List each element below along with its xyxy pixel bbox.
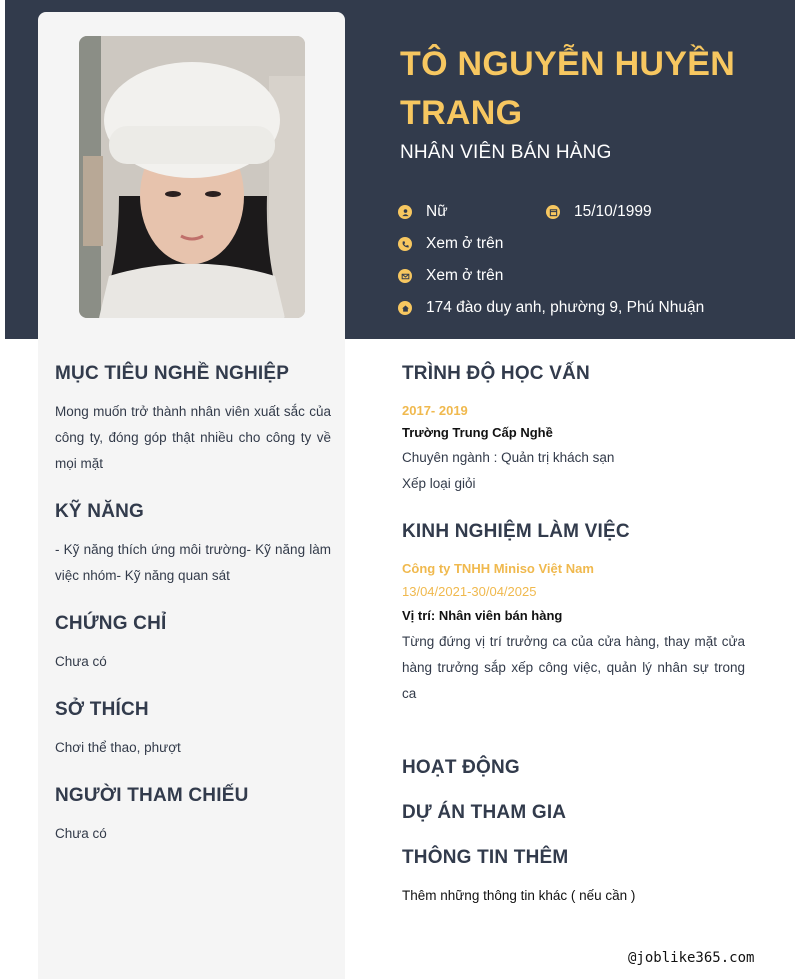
hobbies-title: SỞ THÍCH xyxy=(55,699,149,720)
additional-text: Thêm những thông tin khác ( nếu cần ) xyxy=(402,888,636,903)
calendar-icon xyxy=(546,205,560,219)
birthdate-value: 15/10/1999 xyxy=(574,203,652,220)
email-value: Xem ở trên xyxy=(426,267,504,284)
experience-role: Vị trí: Nhân viên bán hàng xyxy=(402,608,563,623)
education-period: 2017- 2019 xyxy=(402,403,468,418)
education-school: Trường Trung Cấp Nghề xyxy=(402,425,553,440)
watermark: @joblike365.com xyxy=(628,950,755,966)
references-text: Chưa có xyxy=(55,826,107,841)
phone-value: Xem ở trên xyxy=(426,235,504,252)
address-value: 174 đào duy anh, phường 9, Phú Nhuận xyxy=(426,299,705,316)
hobbies-text: Chơi thể thao, phượt xyxy=(55,740,181,755)
education-title: TRÌNH ĐỘ HỌC VẤN xyxy=(402,363,590,384)
email-info xyxy=(398,267,503,285)
home-icon xyxy=(398,301,412,315)
skills-text: - Kỹ năng thích ứng môi trường- Kỹ năng làm việc nhóm- Kỹ năng quan sát xyxy=(55,542,331,583)
certificates-title: CHỨNG CHỈ xyxy=(55,613,167,634)
experience-period: 13/04/2021-30/04/2025 xyxy=(402,584,537,599)
activities-title: HOẠT ĐỘNG xyxy=(402,757,520,778)
phone-icon xyxy=(398,237,412,251)
gender-value: Nữ xyxy=(426,203,448,220)
experience-title: KINH NGHIỆM LÀM VIỆC xyxy=(402,521,630,542)
education-rank: Xếp loại giỏi xyxy=(402,476,476,491)
address-info xyxy=(398,299,704,317)
profile-photo xyxy=(79,36,305,318)
objective-text: Mong muốn trở thành nhân viên xuất sắc của công ty, đóng góp thật nhiều cho công ty về mọi mặt xyxy=(55,404,331,471)
mail-icon xyxy=(398,269,412,283)
objective-title: MỤC TIÊU NGHỀ NGHIỆP xyxy=(55,363,290,384)
phone-info xyxy=(398,235,503,253)
certificates-text: Chưa có xyxy=(55,654,107,669)
experience-description: Từng đứng vị trí trưởng ca của cửa hàng, thay mặt cửa hàng trưởng sắp xếp công việc, quản lý nhân sự trong ca xyxy=(402,634,745,701)
education-major: Chuyên ngành : Quản trị khách sạn xyxy=(402,450,615,465)
gender-info xyxy=(398,203,448,221)
user-icon xyxy=(398,205,412,219)
candidate-position: NHÂN VIÊN BÁN HÀNG xyxy=(400,142,612,163)
additional-title: THÔNG TIN THÊM xyxy=(402,847,569,868)
projects-title: DỰ ÁN THAM GIA xyxy=(402,802,567,823)
candidate-name: TÔ NGUYỄN HUYỀN TRANG xyxy=(400,45,736,132)
birthdate-info xyxy=(546,203,652,221)
skills-title: KỸ NĂNG xyxy=(55,501,145,522)
experience-company: Công ty TNHH Miniso Việt Nam xyxy=(402,561,594,576)
references-title: NGƯỜI THAM CHIẾU xyxy=(55,785,249,806)
